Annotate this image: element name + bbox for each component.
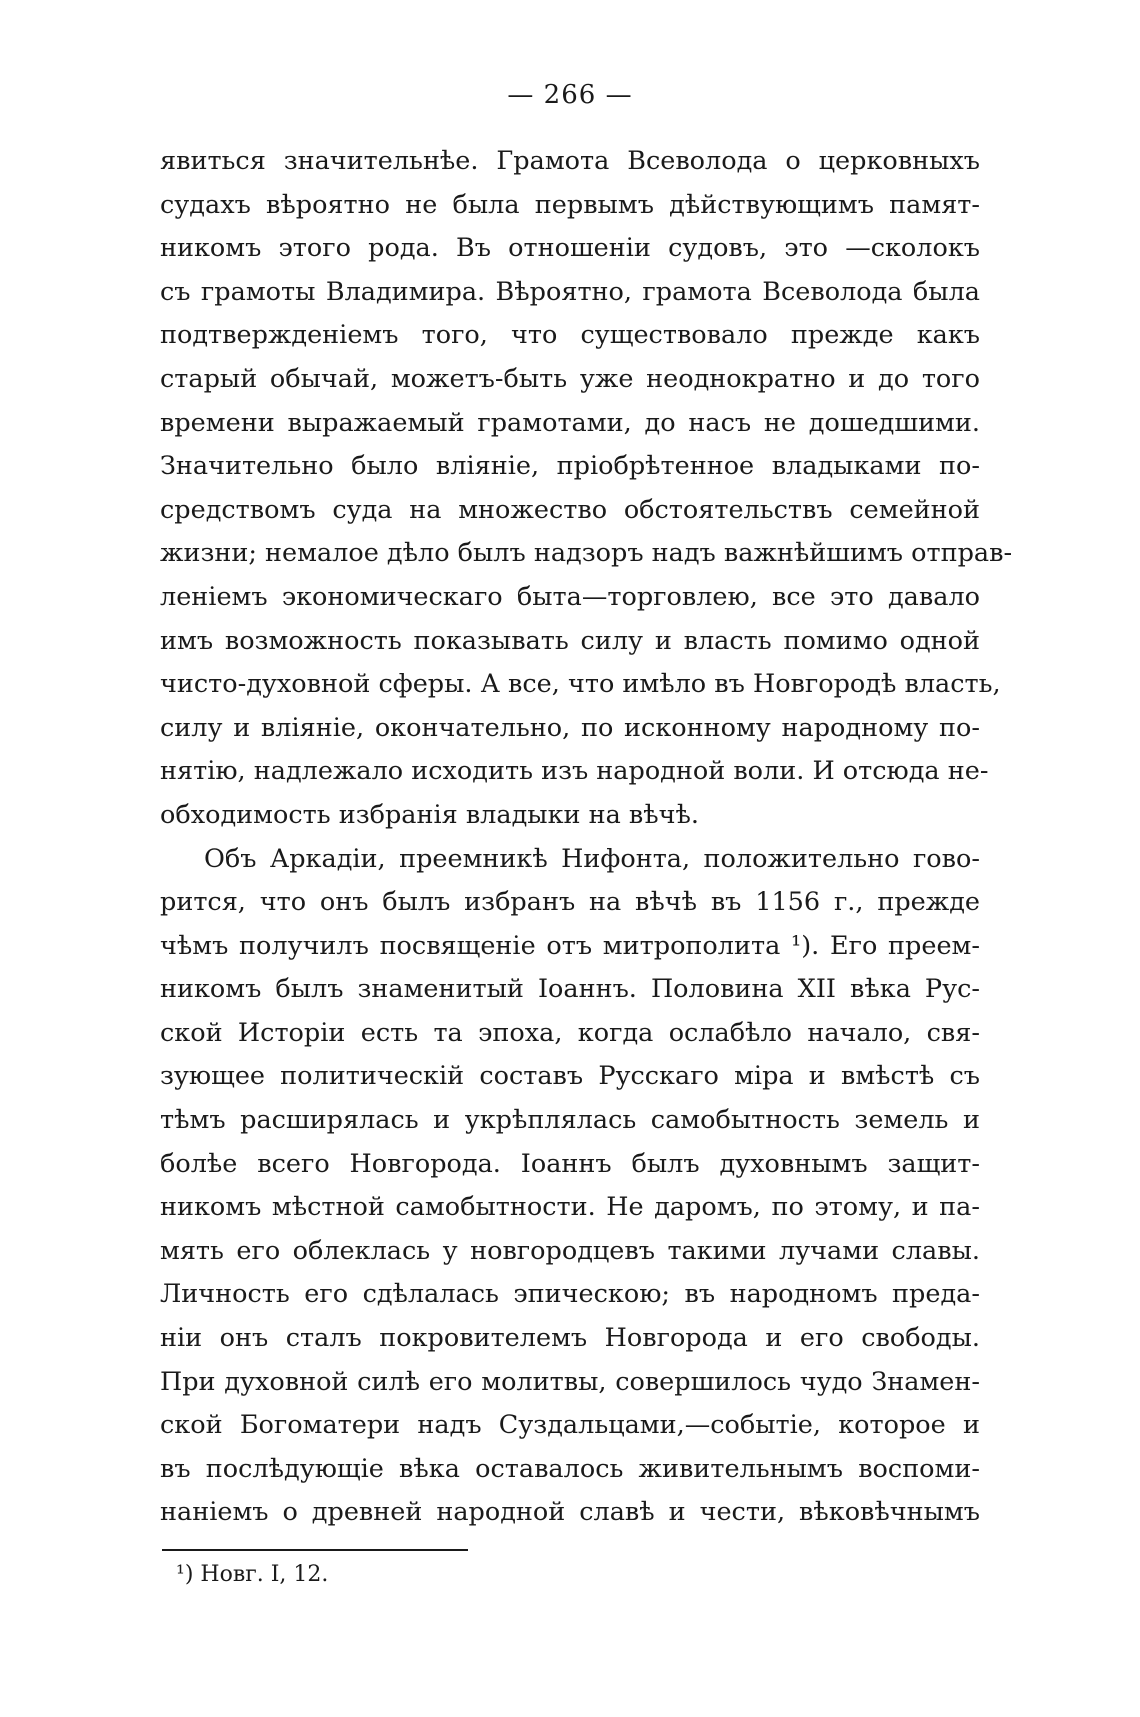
text-line: средствомъ суда на множество обстоятельствъ семейной (160, 494, 980, 525)
text-line: Личность его сдѣлалась эпическою; въ народномъ преда- (160, 1279, 980, 1310)
text-line: судахъ вѣроятно не была первымъ дѣйствующимъ памят- (160, 189, 980, 220)
text-line: жизни; немалое дѣло былъ надзоръ надъ важнѣйшимъ отправ- (160, 538, 1013, 569)
text-line: чѣмъ получилъ посвященіе отъ митрополита ¹). Его преем- (160, 930, 980, 961)
text-line: леніемъ экономическаго быта—торговлею, все это давало (160, 581, 980, 612)
text-line: чисто-духовной сферы. А все, что имѣло въ Новгородѣ власть, (160, 669, 1001, 700)
body-text (160, 140, 1013, 1535)
text-line: явиться значительнѣе. Грамота Всеволода о церковныхъ (160, 146, 980, 176)
text-line: никомъ былъ знаменитый Іоаннъ. Половина XII вѣка Рус- (160, 974, 980, 1005)
text-line: времени выражаемый грамотами, до насъ не дошедшими. (160, 407, 980, 438)
text-line: въ послѣдующіе вѣка оставалось живительнымъ воспоми- (160, 1453, 980, 1484)
paragraph-last-line: обходимость избранія владыки на вѣчѣ. (160, 799, 699, 830)
text-line: зующее политическій составъ Русскаго міра и вмѣстѣ съ (160, 1061, 980, 1092)
text-line: наніемъ о древней народной славѣ и чести, вѣковѣчнымъ (160, 1497, 980, 1528)
page-number: — 266 — (507, 80, 633, 110)
text-line: никомъ мѣстной самобытности. Не даромъ, по этому, и па- (160, 1192, 980, 1223)
text-line: никомъ этого рода. Въ отношеніи судовъ, это —сколокъ (160, 233, 980, 264)
text-line: съ грамоты Владимира. Вѣроятно, грамота Всеволода была (160, 276, 980, 307)
text-line: подтвержденіемъ того, что существовало прежде какъ (160, 320, 980, 351)
text-line: ской Исторіи есть та эпоха, когда ослабѣло начало, свя- (160, 1017, 980, 1048)
text-line: рится, что онъ былъ избранъ на вѣчѣ въ 1156 г., прежде (160, 887, 980, 918)
paragraph-first-line: Объ Аркадіи, преемникѣ Нифонта, положительно гово- (204, 843, 980, 874)
footnote: ¹) Новг. I, 12. (176, 1562, 329, 1587)
text-line: болѣе всего Новгорода. Іоаннъ былъ духовнымъ защит- (160, 1148, 980, 1179)
text-line: Значительно было вліяніе, пріобрѣтенное владыками по- (160, 451, 980, 482)
text-line: старый обычай, можетъ-быть уже неоднократно и до того (160, 363, 980, 394)
text-line: ской Богоматери надъ Суздальцами,—событіе, которое и (160, 1410, 980, 1441)
footnote-divider (162, 1549, 468, 1551)
text-line: мять его облеклась у новгородцевъ такими лучами славы. (160, 1235, 980, 1266)
text-line: нятію, надлежало исходить изъ народной воли. И отсюда не- (160, 756, 989, 787)
text-line: силу и вліяніе, окончательно, по исконному народному по- (160, 712, 980, 743)
text-line: имъ возможность показывать силу и власть помимо одной (160, 625, 980, 656)
text-line: ніи онъ сталъ покровителемъ Новгорода и его свободы. (160, 1323, 980, 1354)
text-line: При духовной силѣ его молитвы, совершилось чудо Знамен- (160, 1366, 980, 1397)
text-line: тѣмъ расширялась и укрѣплялась самобытность земель и (160, 1105, 980, 1136)
